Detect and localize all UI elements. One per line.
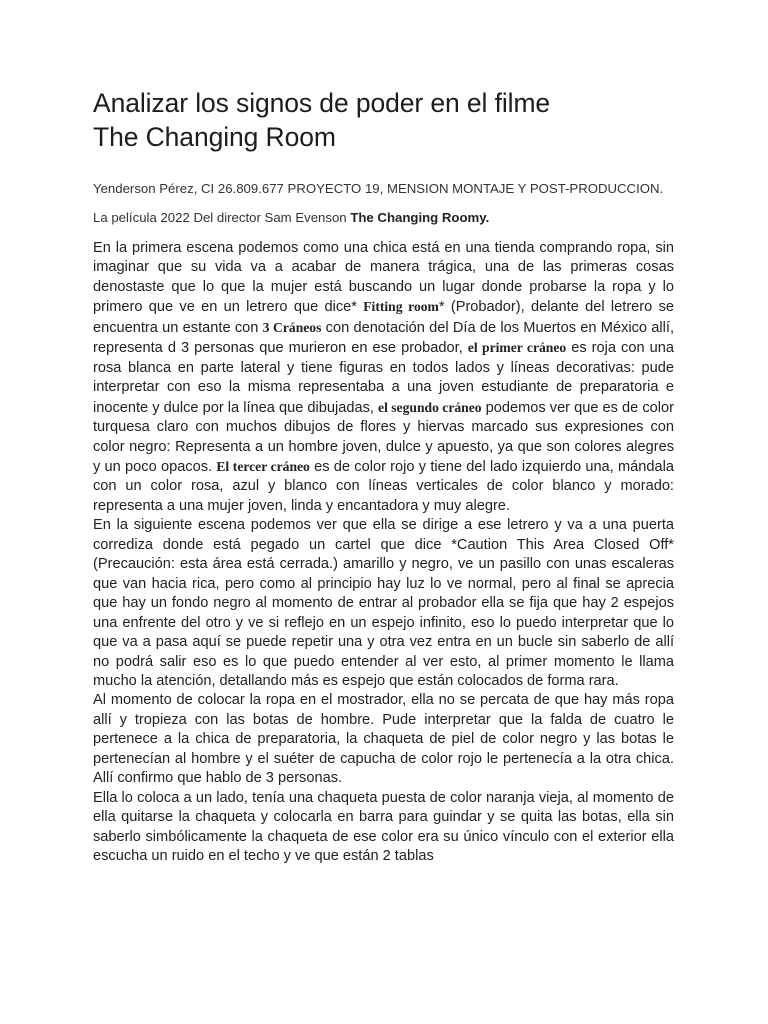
intro-text: La película 2022 Del director Sam Evenson: [93, 210, 351, 225]
intro-line: [93, 209, 674, 226]
paragraph-1: [93, 239, 674, 516]
p1-emphasis-primer-craneo: el primer cráneo: [467, 340, 567, 356]
p1-segment-6: es de color rojo y tiene del lado izquierdo una, mándala con un color rosa, azul y blanco con líneas verticales de color blanco y morado: representa a una mujer joven, linda y encantadora y muy alegre.: [93, 458, 674, 514]
title-line-2: The Changing Room: [93, 122, 336, 152]
p1-emphasis-tercer-craneo: El tercer cráneo: [216, 458, 310, 474]
p1-segment-4: es roja con una rosa blanca en parte lateral y tiene figuras en todos lados y líneas decorativas: pude interpretar con eso la misma representaba a una joven estudiante de preparatoria e inocente y dulce por la línea que dibujadas,: [93, 340, 674, 416]
author-line: Yenderson Pérez, CI 26.809.677 PROYECTO 19, MENSION MONTAJE Y POST-PRODUCCION.: [93, 181, 664, 196]
p1-emphasis-fitting-room: Fitting room: [363, 299, 439, 315]
title-line-1: Analizar los signos de poder en el filme: [93, 88, 551, 118]
p1-emphasis-segundo-craneo: el segundo cráneo: [378, 399, 482, 415]
paragraph-3: Al momento de colocar la ropa en el mostrador, ella no se percata de que hay más ropa allí y tropieza con las botas de hombre. Pude interpretar que la falda de cuatro le pertenece a la chica de preparatoria, la chaqueta de piel de color negro y las botas le pertenecían al hombre y el suéter de capucha de color rojo le pertenecía a la otra chica. Allí confirmo que hablo de 3 personas.: [93, 692, 674, 787]
paragraph-2: En la siguiente escena podemos ver que ella se dirige a ese letrero y va a una puerta corrediza donde está pegado un cartel que dice *Caution This Area Closed Off* (Precaución: esta área está cerrada.) amarillo y negro, ve un pasillo con unas escaleras que van hacia rica, pero como al principio hay luz lo ve normal, pero al final se aprecia que hay un fondo negro al momento de entrar al probador ella se fija que hay 2 espejos una enfrente del otro y ve si reflejo en un espejo infinito, eso lo puedo interpretar que lo que va a pasa aquí se puede repetir una y otra vez entra en un bucle sin saberlo de allí no podrá salir eso es lo que puedo entender al ver esto, al primer momento le llama mucho la atención, detallando más es espejo que están colocados de forma rara.: [93, 517, 674, 689]
body-text: [93, 239, 674, 867]
paragraph-4: Ella lo coloca a un lado, tenía una chaqueta puesta de color naranja vieja, al momento de ella quitarse la chaqueta y colocarla en barra para guindar y se quita las botas, ella sin saberlo simbólicamente la chaqueta de ese color era su único vínculo con el exterior ella escucha un ruido en el techo y ve que están 2 tablas: [93, 789, 674, 865]
p1-segment-1: En la primera escena podemos como una chica está en una tienda comprando ropa, sin imaginar que su vida va a acabar de manera trágica, una de las primeras cosas denostaste que lo que la mujer está buscando un lugar donde probarse la ropa y lo primero que ve en un letrero que dice*: [93, 240, 674, 316]
document-title: [93, 86, 674, 154]
p1-segment-2: * (Probador), delante del letrero se encuentra un estante con: [93, 299, 674, 336]
p1-segment-5: podemos ver que es de color turquesa claro con muchos dibujos de flores y hiervas marcado sus expresiones con color negro: Representa a un hombre joven, dulce y apuesto, ya que son colores alegres y un poco opacos.: [93, 399, 675, 475]
p1-emphasis-craneos: 3 Cráneos: [262, 319, 322, 335]
film-title: The Changing Roomy.: [350, 210, 490, 225]
p1-segment-3: con denotación del Día de los Muertos en México allí, representa d 3 personas que murieron en ese probador,: [93, 319, 674, 357]
